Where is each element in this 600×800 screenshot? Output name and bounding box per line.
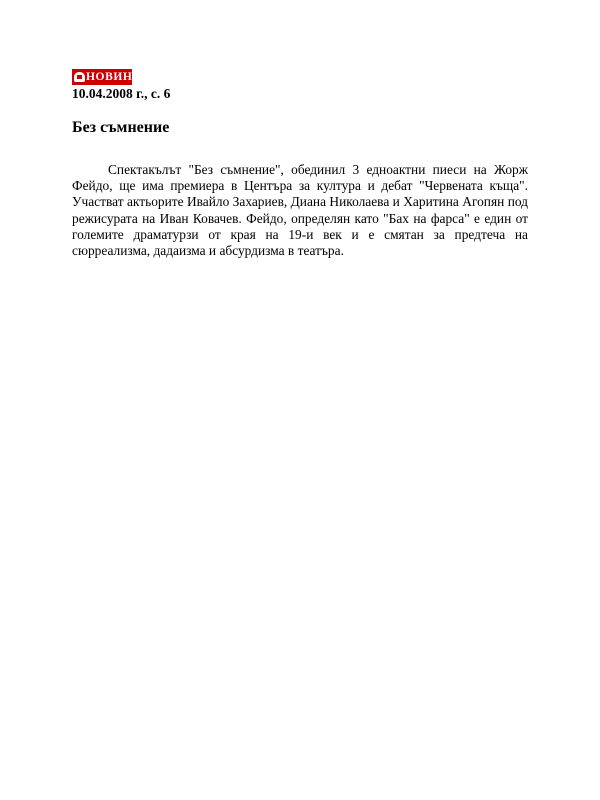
newspaper-logo — [72, 69, 149, 85]
publication-date-page: 10.04.2008 г., с. 6 — [72, 86, 171, 101]
logo-text: НОВИНАР — [86, 71, 149, 83]
logo-emblem-icon — [74, 72, 85, 82]
article-body: Спектакълът "Без съмнение", обединил 3 едноактни пиеси на Жорж Фейдо, ще има премиера в Центъра за култура и дебат "Червената къща". Участват актьорите Ивайло Захариев, Диана Николаева и Харитина Агопян под режисурата на Иван Ковачев. Фейдо, определян като "Бах на фарса" е един от големите драматурзи от края на 19-и век и е смятан за предтеча на сюрреализма, дадаизма и абсурдизма в театъра. — [72, 162, 528, 259]
article-title: Без съмнение — [72, 119, 170, 136]
